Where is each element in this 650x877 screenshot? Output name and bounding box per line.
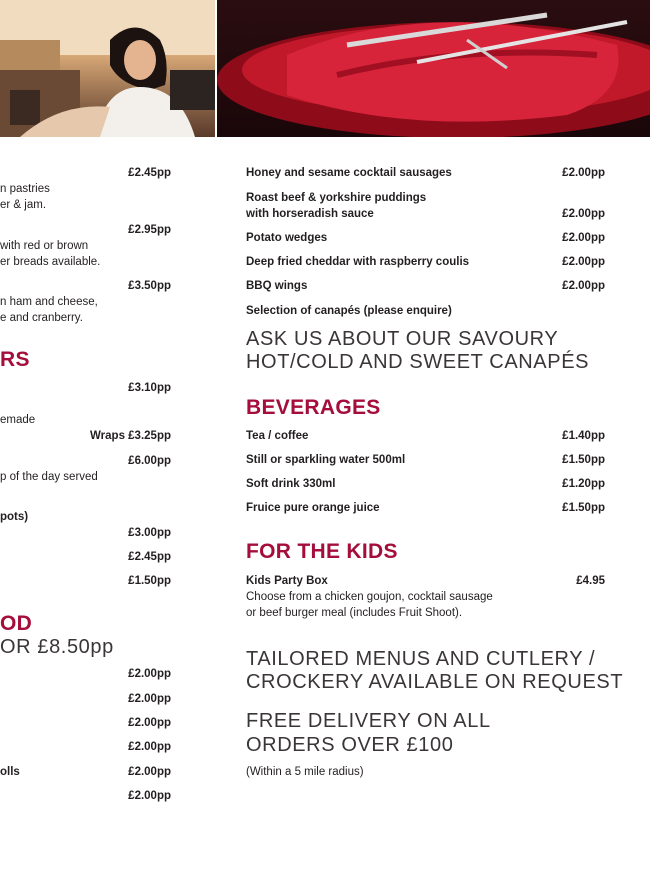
finger-food-price-line: OR £8.50pp	[0, 636, 114, 658]
radius-note: (Within a 5 mile radius)	[246, 766, 364, 778]
price-tea-coffee: £1.40pp	[562, 430, 605, 442]
delivery-line-2: ORDERS OVER £100	[246, 734, 454, 756]
kids-heading: FOR THE KIDS	[246, 540, 398, 563]
desc-1a: n pastries	[0, 183, 50, 195]
price-7: £2.45pp	[128, 551, 171, 563]
finger-price-2: £2.00pp	[128, 693, 171, 705]
finger-price-1: £2.00pp	[128, 668, 171, 680]
item-bbq-wings: BBQ wings	[246, 280, 308, 292]
item-cocktail-sausages: Honey and sesame cocktail sausages	[246, 167, 452, 179]
desc-2a: with red or brown	[0, 240, 89, 252]
kids-desc-2: or beef burger meal (includes Fruit Shoot).	[246, 607, 463, 619]
beverage-orange-juice: Fruice pure orange juice	[246, 502, 380, 514]
price-6: £3.00pp	[128, 527, 171, 539]
price-potato-wedges: £2.00pp	[562, 232, 605, 244]
finger-price-5: £2.00pp	[128, 766, 171, 778]
rolls-text: olls	[0, 766, 20, 778]
kids-desc-1: Choose from a chicken goujon, cocktail sausage	[246, 591, 493, 603]
price-cocktail-sausages: £2.00pp	[562, 167, 605, 179]
wraps-price: Wraps £3.25pp	[90, 430, 171, 442]
price-bbq-wings: £2.00pp	[562, 280, 605, 292]
price-4: £3.10pp	[128, 382, 171, 394]
item-roast-beef: Roast beef & yorkshire puddings	[246, 192, 427, 204]
price-2: £2.95pp	[128, 224, 171, 236]
plate-photo	[217, 0, 650, 137]
plate-illustration	[217, 0, 650, 137]
price-kids-party-box: £4.95	[576, 575, 605, 587]
price-5: £6.00pp	[128, 455, 171, 467]
delivery-line-1: FREE DELIVERY ON ALL	[246, 710, 491, 732]
beverages-heading: BEVERAGES	[246, 396, 381, 419]
item-roast-beef-line2: with horseradish sauce	[246, 208, 374, 220]
price-8: £1.50pp	[128, 575, 171, 587]
desc-4: emade	[0, 414, 36, 426]
item-canapes: Selection of canapés (please enquire)	[246, 305, 452, 317]
price-deep-fried-cheddar: £2.00pp	[562, 256, 605, 268]
tailored-line-2: CROCKERY AVAILABLE ON REQUEST	[246, 671, 624, 693]
price-soft-drink: £1.20pp	[562, 478, 605, 490]
item-potato-wedges: Potato wedges	[246, 232, 328, 244]
canapes-line-2: HOT/COLD AND SWEET CANAPÉS	[246, 351, 590, 373]
price-3: £3.50pp	[128, 280, 171, 292]
beverage-water: Still or sparkling water 500ml	[246, 454, 406, 466]
desc-3a: n ham and cheese,	[0, 296, 98, 308]
finger-price-6: £2.00pp	[128, 790, 171, 802]
finger-price-4: £2.00pp	[128, 741, 171, 753]
price-roast-beef: £2.00pp	[562, 208, 605, 220]
price-water: £1.50pp	[562, 454, 605, 466]
desc-1b: er & jam.	[0, 199, 47, 211]
beverage-soft-drink: Soft drink 330ml	[246, 478, 336, 490]
finger-price-3: £2.00pp	[128, 717, 171, 729]
beverage-tea-coffee: Tea / coffee	[246, 430, 309, 442]
barista-photo	[0, 0, 215, 137]
desc-2b: er breads available.	[0, 256, 101, 268]
barista-illustration	[0, 0, 215, 137]
tailored-line-1: TAILORED MENUS AND CUTLERY /	[246, 648, 596, 670]
desc-5: p of the day served	[0, 471, 98, 483]
item-deep-fried-cheddar: Deep fried cheddar with raspberry coulis	[246, 256, 470, 268]
price-1: £2.45pp	[128, 167, 171, 179]
section-heading-partial-2: OD	[0, 612, 33, 635]
kids-party-box: Kids Party Box	[246, 575, 328, 587]
desc-3b: e and cranberry.	[0, 312, 83, 324]
canapes-line-1: ASK US ABOUT OUR SAVOURY	[246, 328, 559, 350]
pots-text: pots)	[0, 511, 29, 523]
price-orange-juice: £1.50pp	[562, 502, 605, 514]
section-heading-partial: RS	[0, 348, 30, 371]
